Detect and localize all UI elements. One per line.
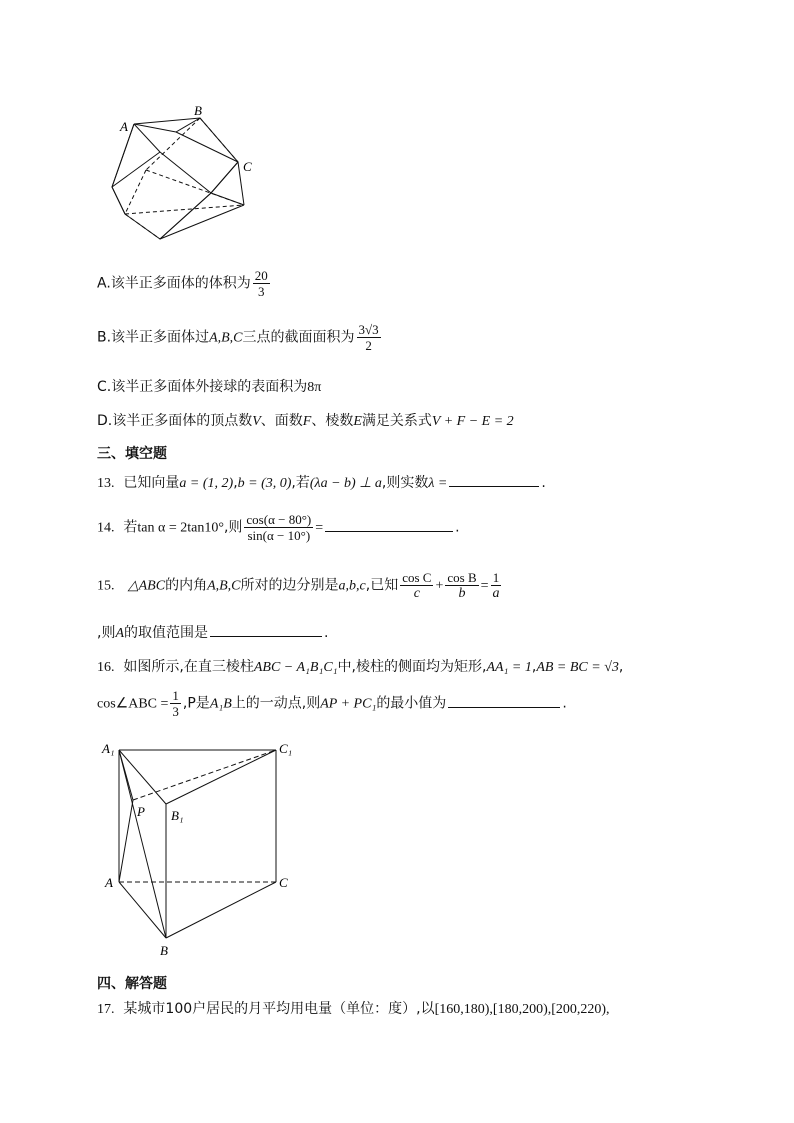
question-15: 15. △ABC的内角A,B,C所对的边分别是a,b,c,已知 $\frac{\text{cos C}}{c}$ + $\frac{\text{cos B}}{b}$ = $\frac{1}{a}$ (97, 570, 500, 601)
option-b: B.该半正多面体过A,B,C三点的截面面积为 $\frac{3√3}{2}$ (97, 322, 379, 353)
answer-blank-16[interactable] (448, 706, 560, 708)
option-b-fraction: $\frac{3√3}{2}$ (358, 322, 379, 353)
fig2-label-p: P (137, 804, 145, 819)
question-13: 13. 已知向量a = (1, 2),b = (3, 0),若(λa − b) ⊥ a,则实数λ = . (97, 475, 546, 491)
fig2-label-a: A (105, 875, 113, 890)
polyhedron-figure (100, 100, 270, 250)
option-c: C.该半正多面体外接球的表面积为8π (97, 379, 322, 395)
option-a (97, 268, 272, 299)
answer-blank-14[interactable] (325, 530, 453, 532)
fig2-label-b1: B₁ (171, 808, 184, 823)
question-14: 14. 若tan α = 2tan10°,则 $\frac{\cos(\alpha - 80^\circ)}{\sin(\alpha - 10^\circ)}$ = . (97, 512, 460, 543)
section-3-heading: 三、填空题 (97, 446, 167, 462)
answer-blank-15[interactable] (210, 635, 322, 637)
question-15-line2: ,则A的取值范围是 . (97, 625, 329, 641)
fig1-label-b: B (194, 103, 202, 118)
fig1-label-c: C (243, 159, 252, 174)
fig2-label-b: B (160, 943, 168, 958)
option-d: D.该半正多面体的顶点数V、面数F、棱数E满足关系式V + F − E = 2 (97, 413, 514, 429)
fig2-label-a1: A₁ (102, 741, 115, 756)
question-16: 16. 如图所示,在直三棱柱ABC − A₁B₁C₁中,棱柱的侧面均为矩形,AA₁ = 1,AB = BC = √3, (97, 659, 624, 675)
section-4-heading: 四、解答题 (97, 976, 167, 992)
fig2-label-c1: C₁ (279, 741, 293, 756)
answer-blank-13[interactable] (449, 485, 539, 487)
question-16-line2: cos∠ABC = $\frac{1}{3}$ ,P是A₁B上的一动点,则AP + PC₁的最小值为 . (97, 688, 567, 719)
option-a-text: A.该半正多面体的体积为 (97, 275, 251, 292)
option-a-fraction: $\frac{20}{3}$ (254, 268, 268, 299)
question-17: 17. 某城市100户居民的月平均用电量（单位：度）,以[160,180),[180,200),[200,220), (97, 1001, 610, 1017)
fig2-label-c: C (279, 875, 288, 890)
fig1-label-a: A (120, 119, 128, 134)
option-b-text: B.该半正多面体过 (97, 329, 210, 346)
q14-fraction: $\frac{\cos(\alpha - 80^\circ)}{\sin(\alpha - 10^\circ)}$ (246, 512, 312, 543)
prism-figure (95, 735, 310, 960)
